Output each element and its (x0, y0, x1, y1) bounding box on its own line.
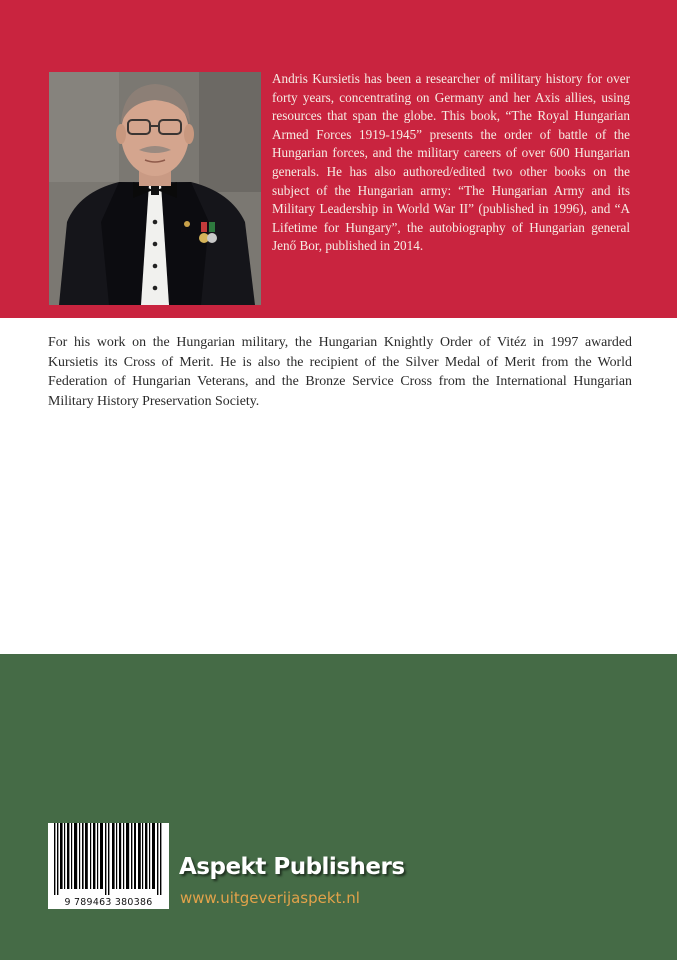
green-flag-band (0, 654, 677, 960)
author-photo (49, 72, 261, 305)
publisher-name: Aspekt Publishers (179, 854, 405, 880)
barcode-bars (48, 823, 169, 895)
publisher-website[interactable]: www.uitgeverijaspekt.nl (180, 889, 360, 907)
author-bio: Andris Kursietis has been a researcher of military history for over forty years, concentrating on Germany and her Axis allies, using resources that span the globe. This book, “The Royal Hungarian Armed Forces 1919-1945” presents the order of battle of the Hungarian forces, and the military careers of over 600 Hungarian generals. He has also authored/edited two other books on the subject of the Hungarian army: “The Hungarian Army and its Military Leadership in World War II” (published in 1996), and “A Lifetime for Hungary”, the autobiography of Hungarian general Jenő Bor, published in 2014. (272, 71, 630, 254)
honors-paragraph: For his work on the Hungarian military, the Hungarian Knightly Order of Vitéz in 1997 awarded Kursietis its Cross of Merit. He is also the recipient of the Silver Medal of Merit from the World Federation of Hungarian Veterans, and the Bronze Service Cross from the International Hungarian Military History Preservation Society. (48, 335, 632, 409)
isbn-barcode (48, 823, 169, 909)
isbn-number: 9 789463 380386 (64, 897, 153, 908)
